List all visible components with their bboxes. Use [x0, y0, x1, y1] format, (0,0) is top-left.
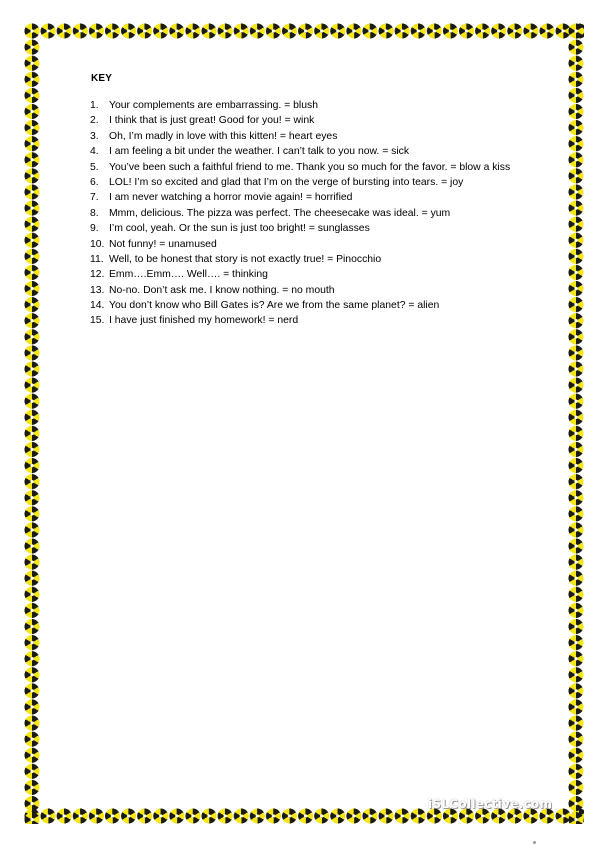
- item-number: 10.: [90, 238, 105, 250]
- item-number: 9.: [90, 223, 99, 235]
- item-number: 13.: [90, 284, 105, 296]
- item-text: I am never watching a horror movie again! = horrified: [109, 192, 353, 204]
- answer-key-list: [90, 98, 510, 329]
- item-text: You don’t know who Bill Gates is? Are we from the same planet? = alien: [109, 300, 440, 312]
- item-number: 12.: [90, 269, 105, 281]
- item-number: 1.: [90, 100, 99, 111]
- list-item: [90, 237, 510, 252]
- item-number: 6.: [90, 176, 99, 188]
- watermark: iSLCollective.com: [428, 797, 553, 811]
- footer-dot: [533, 841, 536, 844]
- list-item: [90, 252, 510, 267]
- list-item: [90, 206, 510, 221]
- item-text: Mmm, delicious. The pizza was perfect. The cheesecake was ideal. = yum: [109, 207, 451, 219]
- item-text: I am feeling a bit under the weather. I can’t talk to you now. = sick: [109, 146, 410, 158]
- item-number: 5.: [90, 161, 99, 173]
- list-item: [90, 113, 510, 128]
- item-number: 11.: [90, 253, 104, 265]
- list-item: [90, 144, 510, 159]
- item-text: I have just finished my homework! = nerd: [109, 315, 299, 327]
- item-text: No-no. Don’t ask me. I know nothing. = no mouth: [109, 284, 335, 296]
- item-text: I think that is just great! Good for you! = wink: [109, 115, 315, 127]
- item-number: 8.: [90, 207, 99, 219]
- item-text: Oh, I’m madly in love with this kitten! = heart eyes: [109, 130, 338, 142]
- item-text: LOL! I’m so excited and glad that I’m on the verge of bursting into tears. = joy: [109, 176, 464, 188]
- list-item: [90, 190, 510, 205]
- item-text: Your complements are embarrassing. = blush: [109, 100, 318, 111]
- list-item: [90, 98, 510, 113]
- item-text: Emm….Emm…. Well…. = thinking: [109, 269, 268, 281]
- list-item: [90, 298, 510, 313]
- list-item: [90, 129, 510, 144]
- key-title: KEY: [91, 73, 113, 84]
- decorative-border-right: [568, 23, 584, 824]
- item-number: 2.: [90, 115, 99, 127]
- list-item: [90, 283, 510, 298]
- item-number: 14.: [90, 300, 105, 312]
- decorative-border-left: [24, 23, 40, 824]
- item-number: 15.: [90, 315, 105, 327]
- item-text: You’ve been such a faithful friend to me. Thank you so much for the favor. = blow a kiss: [109, 161, 511, 173]
- item-text: I’m cool, yeah. Or the sun is just too bright! = sunglasses: [109, 223, 370, 235]
- list-item: [90, 313, 510, 328]
- list-item: [90, 175, 510, 190]
- decorative-border-top: [24, 23, 584, 39]
- list-item: [90, 267, 510, 282]
- item-number: 7.: [90, 192, 99, 204]
- item-number: 3.: [90, 130, 99, 142]
- item-text: Well, to be honest that story is not exactly true! = Pinocchio: [109, 253, 382, 265]
- item-text: Not funny! = unamused: [109, 238, 217, 250]
- list-item: [90, 160, 510, 175]
- item-number: 4.: [90, 146, 99, 158]
- list-item: [90, 221, 510, 236]
